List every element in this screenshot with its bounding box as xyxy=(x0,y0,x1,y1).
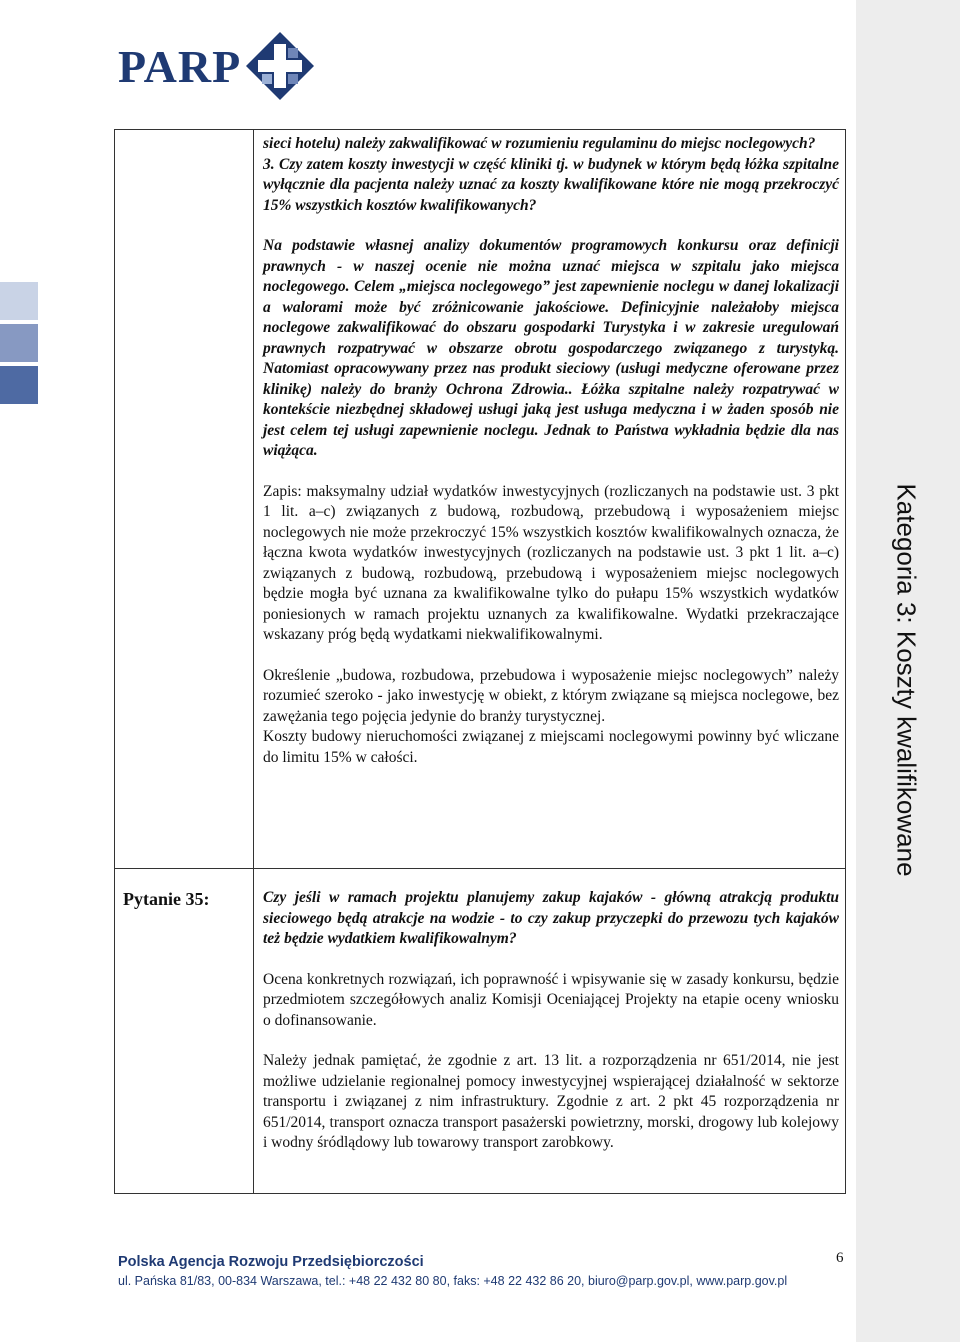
category-label xyxy=(876,470,936,890)
footer-address: ul. Pańska 81/83, 00-834 Warszawa, tel.: +48 22 432 80 80, faks: +48 22 432 86 20, biuro@parp.gov.pl, www.parp.gov.pl xyxy=(118,1274,788,1288)
answer-paragraph: Należy jednak pamiętać, że zgodnie z art. 13 lit. a rozporządzenia nr 651/2014, nie jest możliwe udzielanie regionalnej pomocy inwestycyjnej wspierającej działalność w sektorze transportu i związanej z nim infrastruktury. Zgodnie z art. 2 pkt 45 rozporządzenia nr 651/2014, transport oznacza transport pasażerski powietrzny, morski, drogowy lub kolejowy i wodny śródlądowy lub towarowy transport zarobkowy. xyxy=(263,1052,839,1151)
logo-mark-icon xyxy=(244,30,316,102)
parp-logo xyxy=(118,30,318,102)
answer-paragraph: Ocena konkretnych rozwiązań, ich poprawność i wpisywanie się w zasady konkursu, będzie przedmiotem szczegółowych analiz Komisji Oceniającej Projekty na etapie oceny wniosku o dofinansowanie. xyxy=(263,970,839,1029)
logo-text: PARP xyxy=(118,41,242,92)
question-number: Pytanie 35: xyxy=(123,889,210,909)
square-decor xyxy=(0,282,38,320)
question-line: 3. Czy zatem koszty inwestycji w część kliniki tj. w budynek w którym będą łóżka szpitalne wyłącznie dla pacjenta należy uznać za koszty kwalifikowane które nie mogą przekroczyć 15% wszystkich kosztów kwalifikowanych? xyxy=(263,155,839,214)
question-35-cell xyxy=(263,888,839,1154)
answer-paragraph: Zapis: maksymalny udział wydatków inwestycyjnych (rozliczanych na podstawie ust. 3 pkt 1 lit. a–c) związanych z budową, rozbudową, przebudową i wyposażeniem miejsc noclegowych nie może przekroczyć 15% wszystkich kosztów kwalifikowalnych oznacza, że łączna kwota wydatków inwestycyjnych (rozliczanych na podstawie ust. 3 pkt 1 lit. a–c) związanych z budową, rozbudową, przebudową i wyposażeniem miejsc noclegowych będzie mogła być uznana za kwalifikowalne tylko do pułapu 15% wszystkich wydatków poniesionych w ramach projektu uznanych za kwalifikowalne. Wydatki przekraczające wskazany próg będą wydatkami niekwalifikowalnymi. xyxy=(263,482,839,643)
square-decor xyxy=(0,324,38,362)
row-divider xyxy=(115,868,845,869)
decorative-squares xyxy=(0,282,38,408)
qa-table xyxy=(114,129,846,1194)
question-text: Czy jeśli w ramach projektu planujemy zakup kajaków - główną atrakcją produktu sieciowego będą atrakcje na wodzie - to czy zakup przyczepki do przewozu tych kajaków też będzie wydatkiem kwalifikowalnym? xyxy=(263,889,839,947)
answer-text: Na podstawie własnej analizy dokumentów programowych konkursu oraz definicji prawnych - w naszej ocenie nie można uznać miejsca w szpitalu jako miejsca noclegowego. Celem „miejsca noclegowego” jest zapewnienie noclegu w danej lokalizacji a walorami może być zróżnicowanie jakościowe. Definicyjnie należałoby miejsca noclegowe zakwalifikować do obszaru gospodarki Turystyka i w zakresie uregulowań prawnych rozpatrywać w obszarze obrotu gospodarczego związanego z turystyką. Natomiast opracowywany przez nas produkt sieciowy (usługi medyczne oferowane przez klinikę) należy do branży Ochrona Zdrowia.. Łóżka szpitalne należy rozpatrywać w kontekście niezbędnej składowej usługi jaką jest usługa medyczna i w żaden sposób nie jest celem tej usługi zapewnienie noclegu. Jednak to Państwa wykładnia będzie dla nas wiążąca. xyxy=(263,237,839,459)
footer-org: Polska Agencja Rozwoju Przedsiębiorczości xyxy=(118,1254,424,1270)
page-number: 6 xyxy=(836,1250,844,1266)
square-decor xyxy=(0,366,38,404)
footer xyxy=(118,1254,787,1288)
answer-paragraph: Koszty budowy nieruchomości związanej z miejscami noclegowymi powinny być wliczane do limitu 15% w całości. xyxy=(263,728,839,766)
question-line: sieci hotelu) należy zakwalifikować w rozumieniu regulaminu do miejsc noclegowych? xyxy=(263,135,816,152)
previous-question-cell xyxy=(263,134,839,768)
column-divider xyxy=(253,130,254,1193)
category-text: Kategoria 3: Koszty kwalifikowane xyxy=(891,483,922,877)
answer-paragraph: Określenie „budowa, rozbudowa, przebudowa i wyposażenie miejsc noclegowych” należy rozumieć szeroko - jako inwestycję w obiekt, z którym związane są miejsca noclegowe, bez zawężania tego pojęcia jedynie do branży turystycznej. xyxy=(263,666,839,725)
